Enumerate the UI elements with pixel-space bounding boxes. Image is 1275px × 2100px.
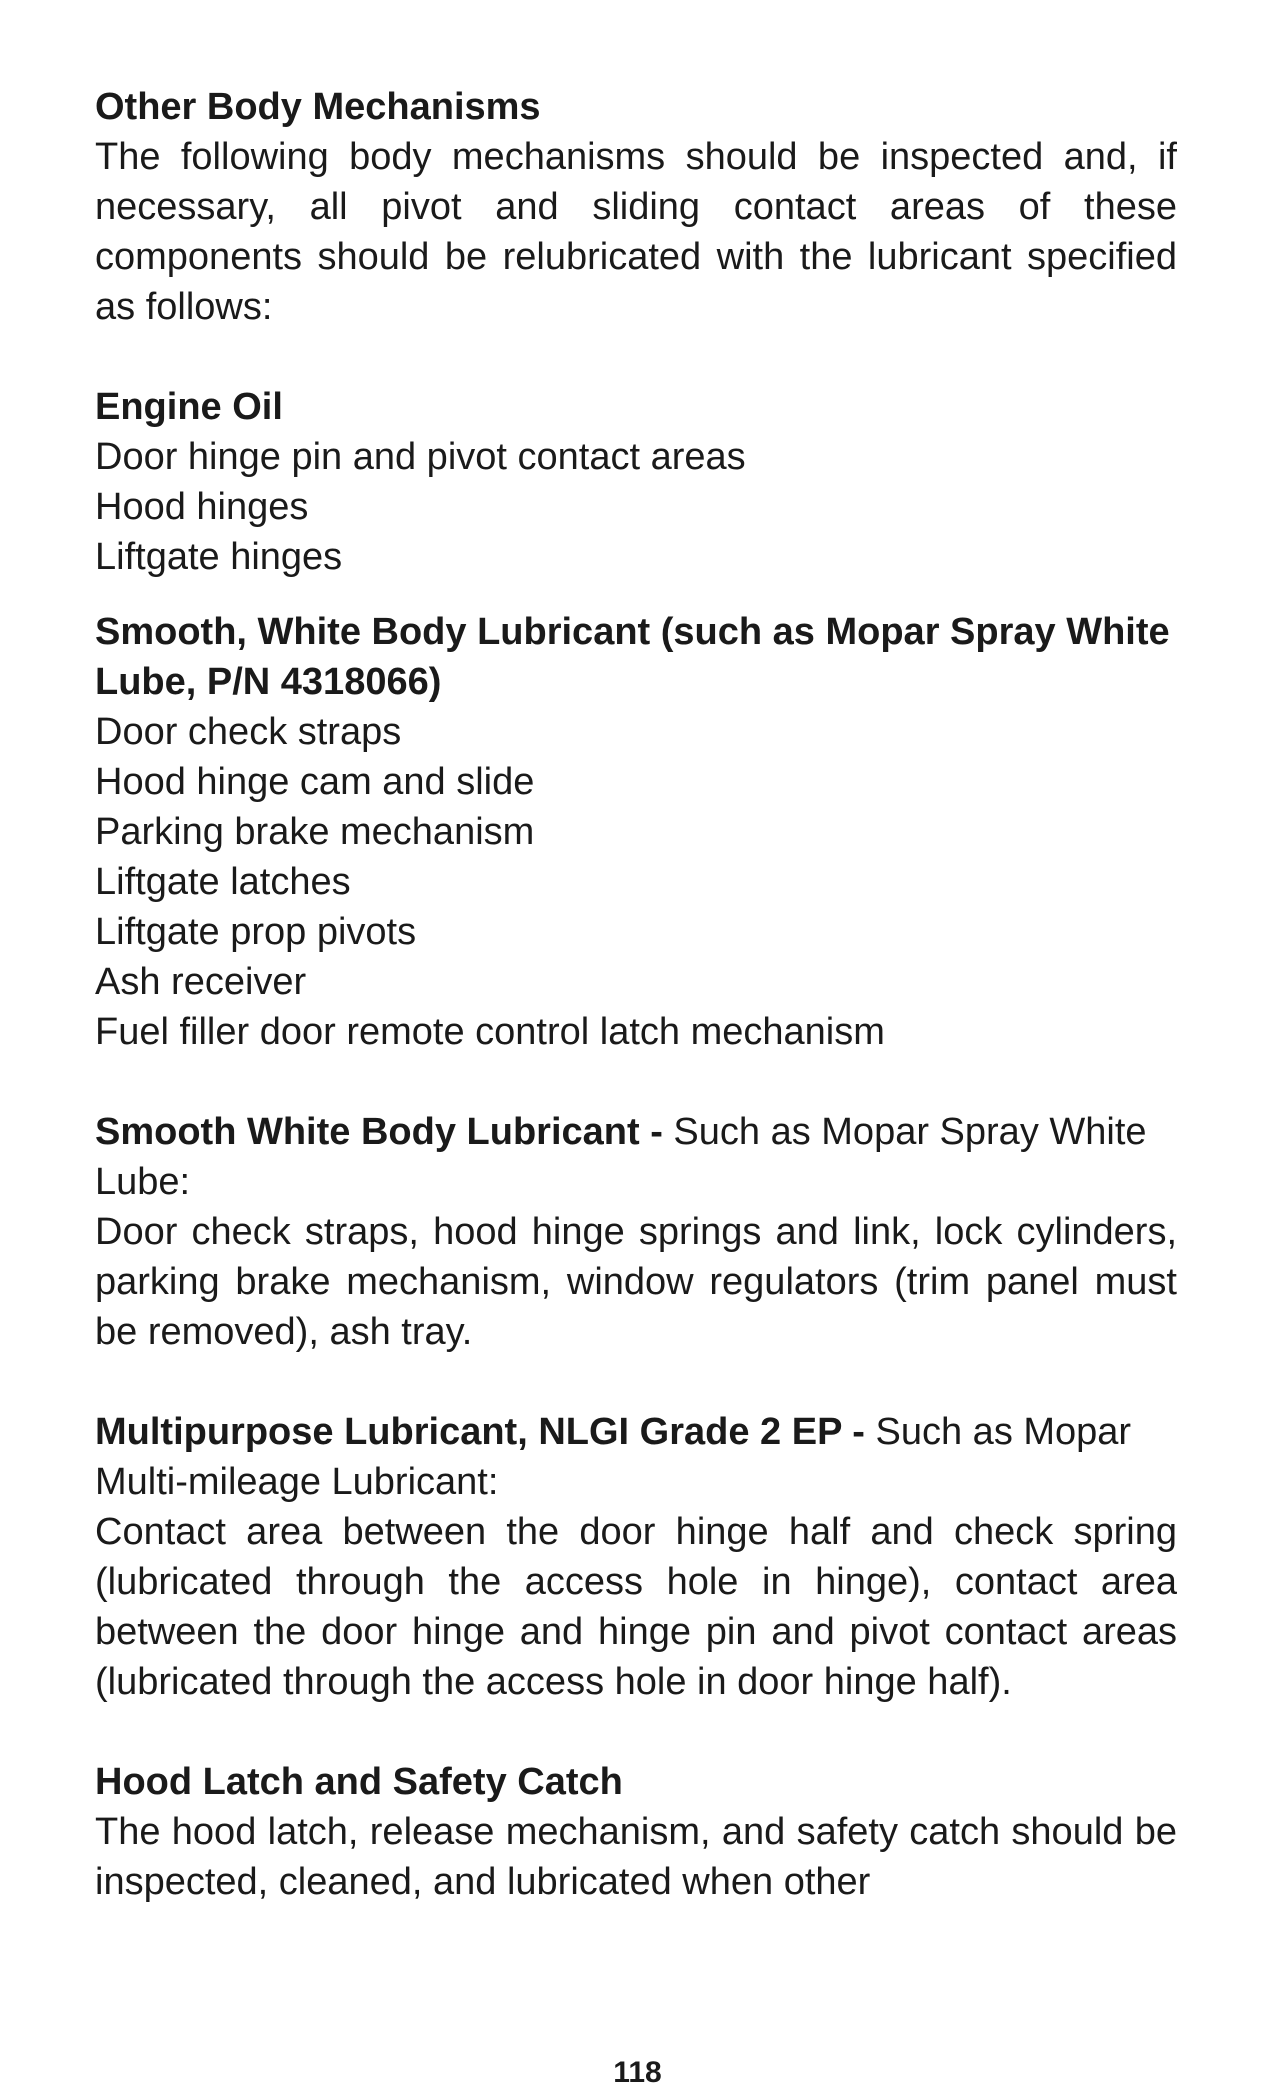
section-heading: Smooth, White Body Lubricant (such as Mopar Spray White Lube, P/N 4318066) (95, 611, 1170, 703)
list-item: Liftgate latches (95, 861, 351, 903)
section-heading: Engine Oil (95, 386, 283, 428)
list-item: Fuel filler door remote control latch mechanism (95, 1011, 885, 1053)
section-other-body-mechanisms (95, 82, 1177, 332)
section-engine-oil (95, 382, 1177, 582)
section-multipurpose-lubricant (95, 1407, 1177, 1707)
section-heading: Hood Latch and Safety Catch (95, 1761, 623, 1803)
list-item: Liftgate hinges (95, 536, 343, 578)
lead-text: Such as Mopar Spray White Lube: (95, 1111, 1147, 1203)
section-heading: Other Body Mechanisms (95, 86, 541, 128)
list-item: Door hinge pin and pivot contact areas (95, 436, 746, 478)
section-paragraph: The following body mechanisms should be inspected and, if necessary, all pivot and sliding contact areas of these components should be relubricated with the lubricant specified as follows: (95, 136, 1177, 328)
list-item: Hood hinge cam and slide (95, 761, 535, 803)
section-hood-latch (95, 1757, 1177, 1907)
section-paragraph: Contact area between the door hinge half and check spring (lubricated through the access hole in hinge), contact area between the door hinge and hinge pin and pivot contact areas (lubricated through the access hole in door hinge half). (95, 1511, 1177, 1703)
section-smooth-white-lubricant-paragraph (95, 1107, 1177, 1357)
list-item: Liftgate prop pivots (95, 911, 417, 953)
inline-heading: Multipurpose Lubricant, NLGI Grade 2 EP - (95, 1411, 865, 1453)
manual-page (95, 82, 1177, 1907)
section-paragraph: Door check straps, hood hinge springs and link, lock cylinders, parking brake mechanism, window regulators (trim panel must be removed), ash tray. (95, 1211, 1177, 1353)
list-item: Parking brake mechanism (95, 811, 535, 853)
section-paragraph: The hood latch, release mechanism, and safety catch should be inspected, cleaned, and lubricated when other (95, 1811, 1177, 1903)
list-item: Ash receiver (95, 961, 307, 1003)
inline-heading: Smooth White Body Lubricant - (95, 1111, 663, 1153)
section-smooth-white-lubricant-list (95, 607, 1177, 1057)
list-item: Door check straps (95, 711, 402, 753)
lead-text: Such as Mopar Multi-mileage Lubricant: (95, 1411, 1132, 1503)
section-lead (95, 1107, 1177, 1207)
list-item: Hood hinges (95, 486, 309, 528)
page-number: 118 (613, 2056, 662, 2089)
section-lead (95, 1407, 1177, 1507)
